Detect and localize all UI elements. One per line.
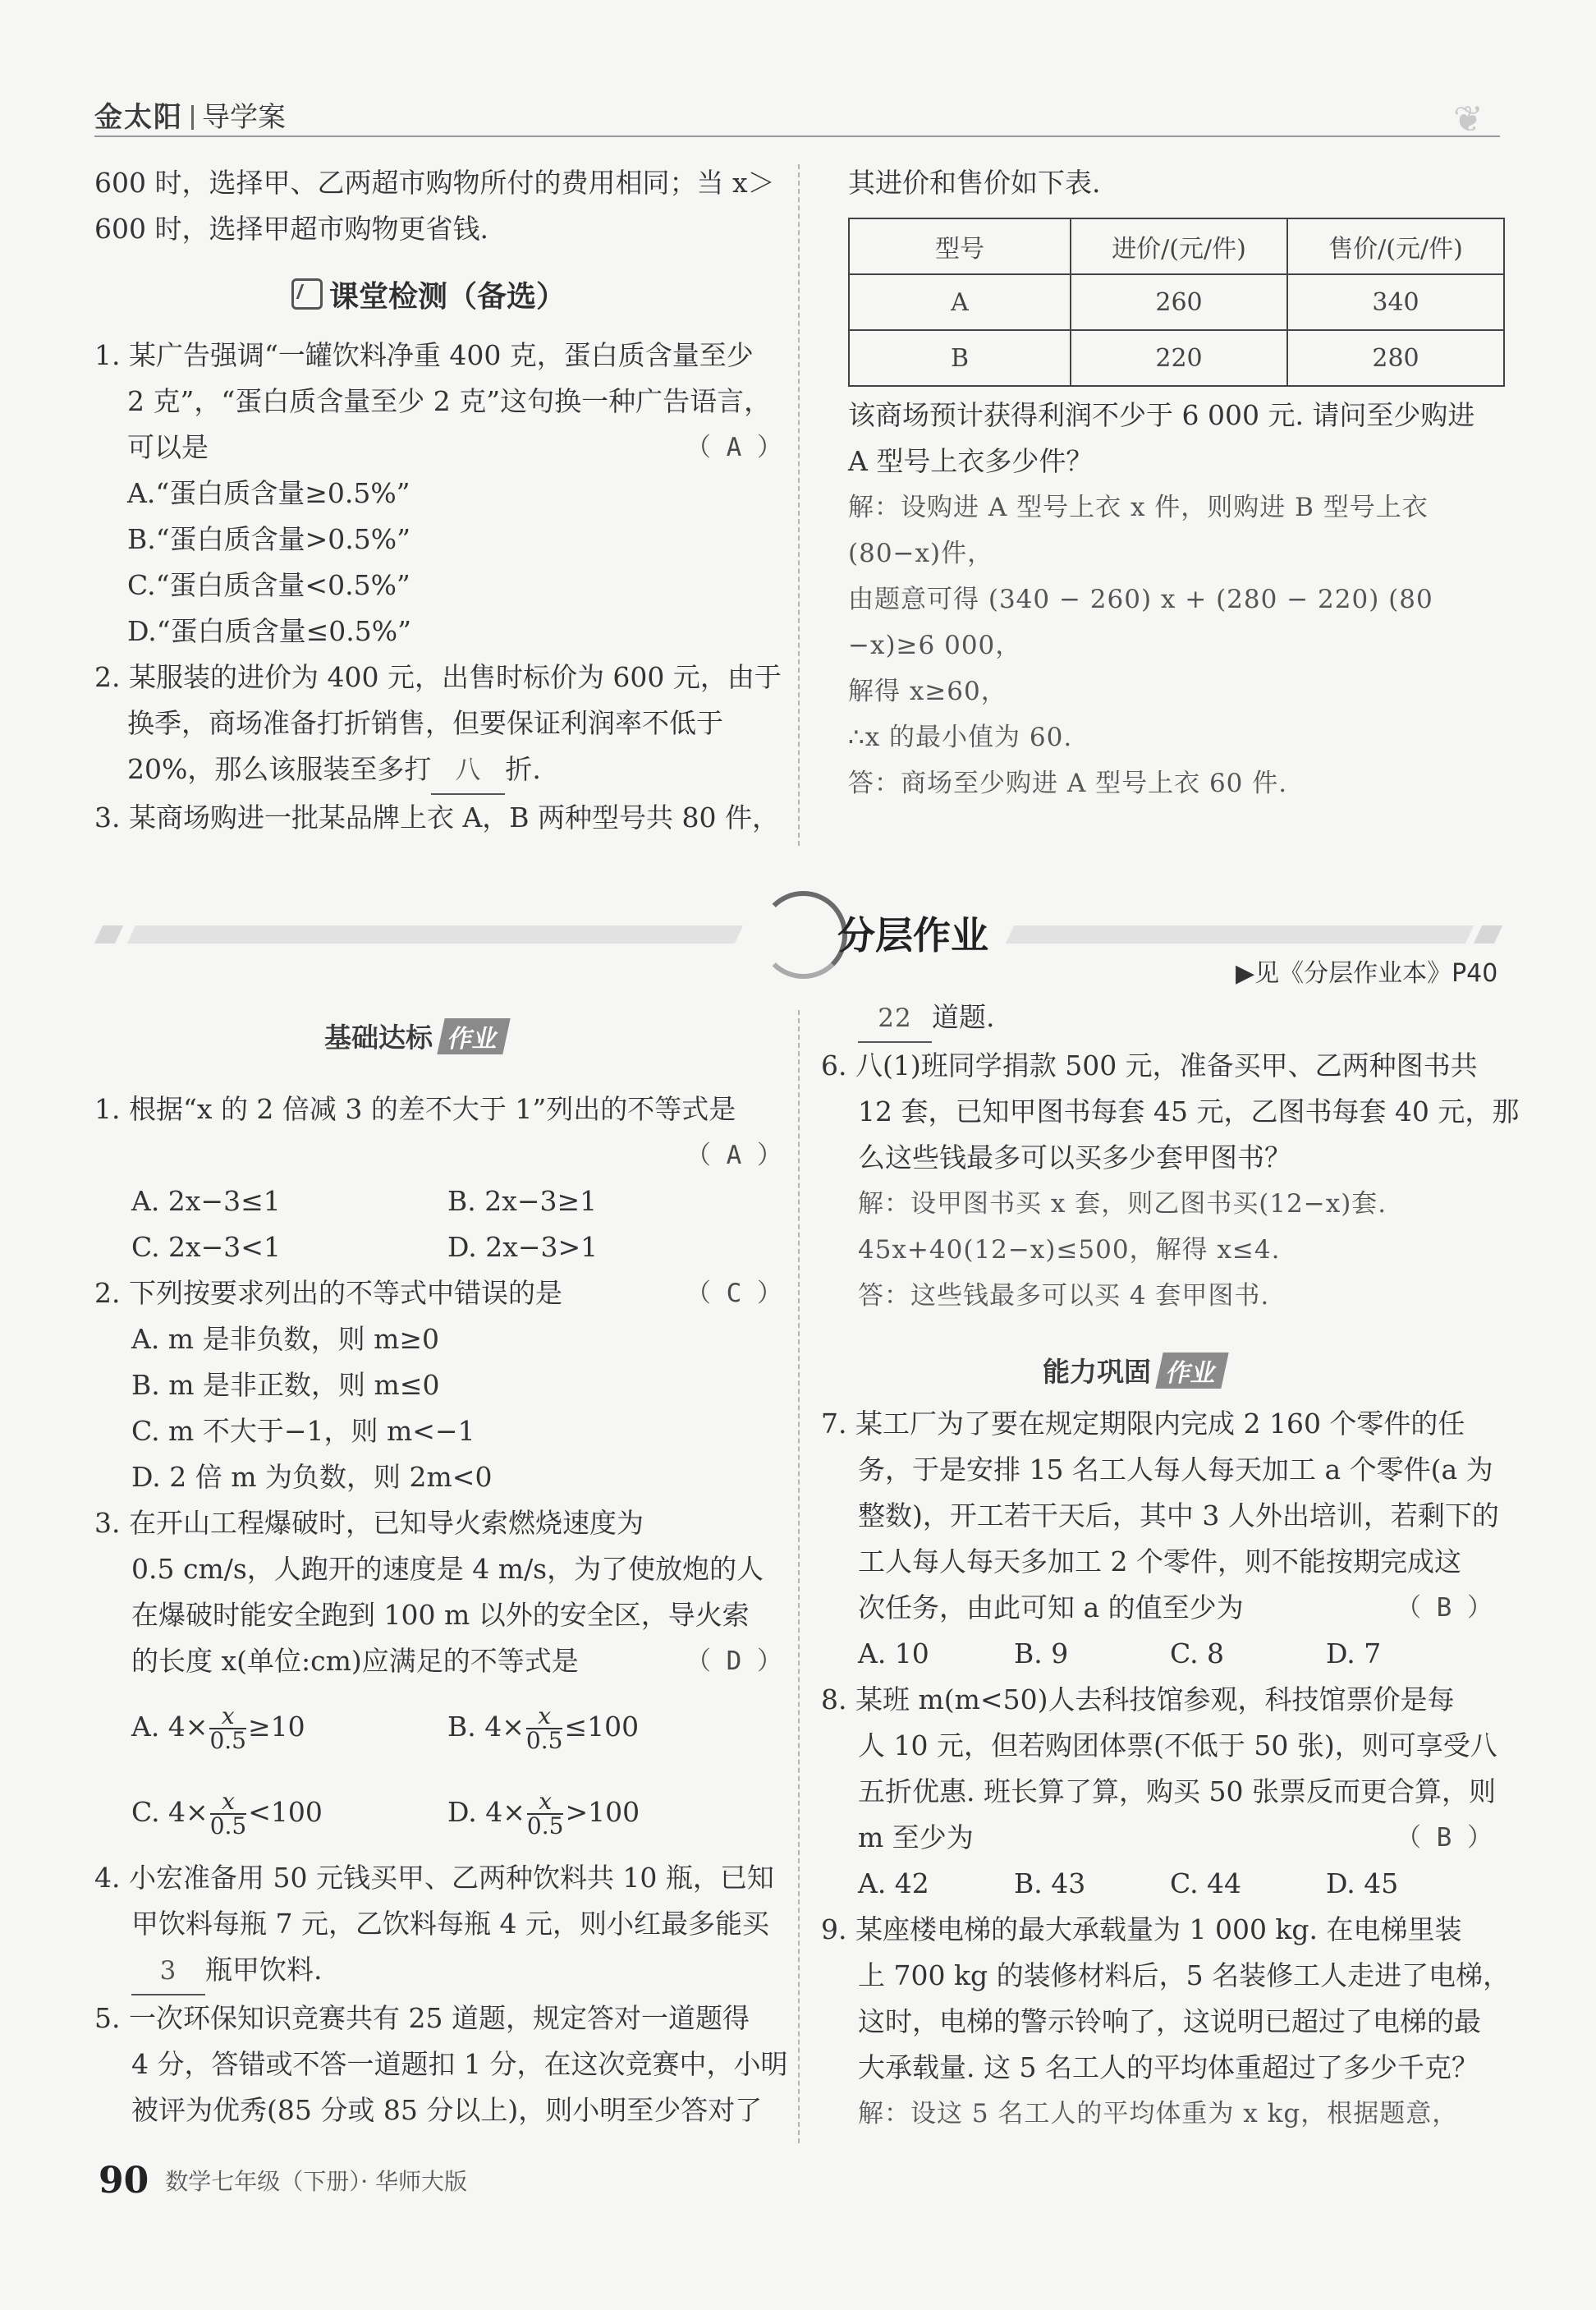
- b-q8-line-1: 8. 某班 m(m<50)人去科技馆参观，科技馆票价是每: [821, 1683, 1455, 1715]
- intro-line-1: 600 时，选择甲、乙两超市购物所付的费用相同；当 x＞: [94, 167, 775, 199]
- q3-line: 3. 某商场购进一批某品牌上衣 A，B 两种型号共 80 件，: [94, 801, 780, 834]
- b-q2-stem: [94, 1270, 784, 1316]
- b-q7-option: C. 8: [1170, 1637, 1225, 1669]
- fraction: [209, 1702, 246, 1754]
- q3-solution-6: ∴x 的最小值为 60.: [848, 723, 1073, 752]
- table-intro: 其进价和售价如下表.: [848, 167, 1101, 199]
- b-q4-blank: 3: [131, 1948, 205, 1995]
- b-q1-answer: （ A ）: [686, 1141, 782, 1170]
- b-q7-line-5: [821, 1585, 1502, 1631]
- q1-option-d: D.“蛋白质含量≤0.5%”: [127, 615, 412, 647]
- fraction-num: x: [527, 1790, 564, 1815]
- b-q9-line-3: 这时，电梯的警示铃响了，这说明已超过了电梯的最: [858, 2005, 1481, 2037]
- b-q2-option: C. m 不大于−1，则 m<−1: [131, 1415, 475, 1447]
- header: [94, 94, 286, 135]
- table-cell: B: [849, 330, 1071, 386]
- header-separator: [191, 105, 194, 130]
- bottom-left-column: [94, 1086, 788, 2133]
- frac-rel: <100: [248, 1796, 323, 1828]
- b-q7-answer: （ B ）: [1396, 1593, 1493, 1623]
- frac-rel: >100: [565, 1796, 640, 1828]
- b-q3-option-c: [131, 1770, 447, 1855]
- tag-advanced-work: 作业: [1155, 1352, 1228, 1389]
- b-q4-line-3: [94, 1947, 784, 1995]
- b-q3-line-2: 0.5 cm/s，人跑开的速度是 4 m/s，为了使放炮的人: [131, 1553, 764, 1585]
- banner-bar: [127, 925, 743, 944]
- b-q8-option: D. 45: [1326, 1867, 1399, 1899]
- b-q7-option: A. 10: [858, 1637, 929, 1669]
- table-row: [849, 274, 1504, 330]
- fraction: [525, 1702, 563, 1754]
- b-q5-blank: 22: [858, 995, 932, 1043]
- q1-option-c: C.“蛋白质含量<0.5%”: [127, 569, 410, 601]
- q3-solution-5: 解得 x≥60，: [848, 677, 1007, 706]
- header-swirl-icon: ❦: [1453, 99, 1484, 140]
- q1-line-3-text: 可以是: [127, 431, 209, 463]
- column-divider-bottom: [798, 1010, 800, 2143]
- b-q1-stem: 1. 根据“x 的 2 倍减 3 的差不大于 1”列出的不等式是: [94, 1093, 736, 1125]
- header-brand: 金太阳: [94, 101, 183, 134]
- q3-question-1: 该商场预计获得利润不少于 6 000 元. 请问至少购进: [848, 399, 1475, 431]
- q2-line-3-pre: 20%，那么该服装至多打: [127, 753, 432, 785]
- b-q8-line-2: 人 10 元，但若购团体票(不低于 50 张)，则可享受八: [858, 1729, 1497, 1761]
- b-q9-solution: 解：设这 5 名工人的平均体重为 x kg，根据题意，: [858, 2099, 1459, 2129]
- fraction: [527, 1790, 564, 1838]
- b-q4-line-2: 甲饮料每瓶 7 元，乙饮料每瓶 4 元，则小红最多能买: [131, 1908, 769, 1940]
- fraction-den: 0.5: [209, 1727, 246, 1754]
- b-q5-line-1: 5. 一次环保知识竞赛共有 25 道题，规定答对一道题得: [94, 2002, 750, 2034]
- fraction-den: 0.5: [525, 1727, 563, 1754]
- b-q6-solution-2: 45x+40(12−x)≤500，解得 x≤4.: [858, 1235, 1281, 1265]
- b-q8-options: [821, 1861, 1502, 1907]
- q3-solution-4: −x)≥6 000，: [848, 631, 1022, 660]
- b-q3-line-1: 3. 在开山工程爆破时，已知导火索燃烧速度为: [94, 1507, 644, 1539]
- b-q8-line-4-text: m 至少为: [858, 1821, 974, 1853]
- table-header-cell: 售价/(元/件): [1287, 218, 1504, 274]
- tag-advanced-label: 能力巩固: [1043, 1356, 1151, 1388]
- top-left-column: [94, 160, 784, 252]
- b-q7-line-3: 整数)，开工若干天后，其中 3 人外出培训，若剩下的: [858, 1499, 1499, 1532]
- page-number: 90: [99, 2160, 149, 2202]
- b-q3-options-1: [94, 1684, 784, 1770]
- banner-bar: [94, 925, 123, 944]
- header-divider: [94, 135, 1500, 137]
- b-q9-line-4: 大承载量. 这 5 名工人的平均体重超过了多少千克？: [858, 2051, 1479, 2083]
- b-q5-line-3: 被评为优秀(85 分或 85 分以上)，则小明至少答对了: [131, 2094, 763, 2126]
- b-q5-tail: [821, 994, 1502, 1043]
- q2-blank: 八: [431, 747, 505, 795]
- b-q6-solution-3: 答：这些钱最多可以买 4 套甲图书.: [858, 1281, 1270, 1311]
- q3-solution-7: 答：商场至少购进 A 型号上衣 60 件.: [848, 769, 1288, 798]
- q1-answer: （ A ）: [686, 433, 782, 462]
- section-title: [291, 273, 566, 315]
- b-q3-option-d: [447, 1788, 640, 1839]
- q2-line-2: 换季，商场准备打折销售，但要保证利润率不低于: [127, 707, 723, 739]
- b-q3-line-4: [94, 1638, 784, 1684]
- tag-basic: [324, 1017, 507, 1055]
- banner-bar: [1474, 925, 1502, 944]
- pencil-icon: [291, 278, 323, 310]
- b-q6-solution-1: 解：设甲图书买 x 套，则乙图书买(12−x)套.: [858, 1189, 1387, 1219]
- b-q6-line-3: 么这些钱最多可以买多少套甲图书？: [858, 1141, 1291, 1173]
- b-q3-line-3: 在爆破时能安全跑到 100 m 以外的安全区，导火索: [131, 1599, 750, 1631]
- header-subtitle: 导学案: [202, 101, 286, 134]
- b-q5-line-2: 4 分，答错或不答一道题扣 1 分，在这次竞赛中，小明: [131, 2048, 788, 2080]
- table-cell: A: [849, 274, 1071, 330]
- table-cell: 220: [1071, 330, 1287, 386]
- b-q8-line-3: 五折优惠. 班长算了算，购买 50 张票反而更合算，则: [858, 1775, 1496, 1807]
- q2-line-3-post: 折.: [505, 753, 541, 785]
- table-header-cell: 型号: [849, 218, 1071, 274]
- fraction-num: x: [209, 1705, 246, 1729]
- frac-label: C. 4×: [131, 1796, 209, 1828]
- banner-bar: [1006, 925, 1474, 944]
- b-q3-line-4-text: 的长度 x(单位:cm)应满足的不等式是: [131, 1645, 579, 1677]
- table-cell: 340: [1287, 274, 1504, 330]
- section-title-text: 课堂检测（备选）: [329, 280, 566, 314]
- b-q8-option: B. 43: [1014, 1867, 1086, 1899]
- table-cell: 260: [1071, 274, 1287, 330]
- b-q3-answer: （ D ）: [686, 1646, 782, 1676]
- q1-option-b: B.“蛋白质含量>0.5%”: [127, 523, 410, 555]
- q2-line-3: [94, 746, 784, 795]
- b-q3-option-a: [131, 1684, 447, 1770]
- banner-circle-icon: [759, 891, 847, 979]
- q3-solution-2: (80−x)件，: [848, 539, 994, 568]
- footer: [99, 2160, 467, 2202]
- banner-title: 分层作业: [837, 913, 988, 958]
- frac-rel: ≤100: [564, 1711, 640, 1743]
- b-q8-option: A. 42: [858, 1867, 929, 1899]
- q1-line-1: 1. 某广告强调“一罐饮料净重 400 克，蛋白质含量至少: [94, 339, 754, 371]
- b-q6-line-1: 6. 八(1)班同学捐款 500 元，准备买甲、乙两种图书共: [821, 1049, 1478, 1082]
- q3-question-2: A 型号上衣多少件？: [848, 445, 1094, 477]
- price-table: [848, 218, 1505, 387]
- footer-text: 数学七年级（下册）· 华师大版: [165, 2168, 468, 2195]
- top-left-questions: [94, 333, 784, 841]
- b-q8-option: C. 44: [1170, 1867, 1242, 1899]
- tag-basic-work: 作业: [437, 1018, 510, 1054]
- top-right-intro: [848, 160, 1505, 206]
- b-q7-line-2: 务，于是安排 15 名工人每人每天加工 a 个零件(a 为: [858, 1454, 1493, 1486]
- table-cell: 280: [1287, 330, 1504, 386]
- b-q7-option: D. 7: [1326, 1637, 1382, 1669]
- b-q9-line-2: 上 700 kg 的装修材料后，5 名装修工人走进了电梯，: [858, 1959, 1511, 1991]
- b-q7-line-5-text: 次任务，由此可知 a 的值至少为: [858, 1591, 1244, 1623]
- b-q1-answer-line: [94, 1132, 784, 1178]
- b-q6-line-2: 12 套，已知甲图书每套 45 元，乙图书每套 40 元，那: [858, 1095, 1520, 1127]
- column-divider-top: [798, 164, 800, 846]
- fraction-den: 0.5: [209, 1812, 247, 1839]
- q1-line-2: 2 克”，“蛋白质含量至少 2 克”这句换一种广告语言，: [127, 385, 772, 417]
- frac-label: A. 4×: [131, 1711, 209, 1743]
- table-header-row: [849, 218, 1504, 274]
- b-q1-option: B. 2x−3≥1: [447, 1185, 598, 1217]
- b-q4-post: 瓶甲饮料.: [205, 1954, 323, 1986]
- fraction: [210, 1790, 247, 1838]
- b-q5-tail-post: 道题.: [932, 1001, 995, 1033]
- b-q2-answer: （ C ）: [686, 1279, 782, 1308]
- b-q8-answer: （ B ）: [1396, 1823, 1493, 1853]
- b-q7-options: [821, 1631, 1502, 1677]
- tag-basic-label: 基础达标: [324, 1022, 433, 1054]
- q2-line-1: 2. 某服装的进价为 400 元，出售时标价为 600 元，由于: [94, 661, 782, 693]
- b-q1-options-2: [94, 1224, 784, 1270]
- b-q1-option: C. 2x−3<1: [131, 1231, 281, 1263]
- intro-line-2: 600 时，选择甲超市购物更省钱.: [94, 213, 488, 245]
- b-q3-options-2: [94, 1770, 784, 1855]
- q1-line-3: [94, 425, 784, 471]
- q3-solution-3: 由题意可得 (340 − 260) x + (280 − 220) (80: [848, 585, 1433, 614]
- b-q2-option: D. 2 倍 m 为负数，则 2m<0: [131, 1461, 493, 1493]
- b-q1-options-1: [94, 1178, 784, 1224]
- workbook-reference: ▶见《分层作业本》P40: [1236, 959, 1498, 988]
- q3-solution-1: 解：设购进 A 型号上衣 x 件，则购进 B 型号上衣: [848, 493, 1429, 522]
- frac-label: D. 4×: [447, 1796, 525, 1828]
- b-q9-line-1: 9. 某座楼电梯的最大承载量为 1 000 kg. 在电梯里装: [821, 1913, 1462, 1945]
- b-q8-line-4: [821, 1815, 1502, 1861]
- b-q2-option: A. m 是非负数，则 m≥0: [131, 1323, 440, 1355]
- b-q7-line-1: 7. 某工厂为了要在规定期限内完成 2 160 个零件的任: [821, 1408, 1465, 1440]
- b-q3-option-b: [447, 1702, 640, 1754]
- b-q2-option: B. m 是非正数，则 m≤0: [131, 1369, 440, 1401]
- b-q4-line-1: 4. 小宏准备用 50 元钱买甲、乙两种饮料共 10 瓶，已知: [94, 1862, 774, 1894]
- fraction-den: 0.5: [526, 1812, 564, 1839]
- fraction-num: x: [526, 1705, 563, 1729]
- b-q1-option: A. 2x−3≤1: [131, 1185, 281, 1217]
- table-row: [849, 330, 1504, 386]
- b-q7-option: B. 9: [1014, 1637, 1069, 1669]
- top-right-body: [848, 393, 1505, 806]
- frac-label: B. 4×: [447, 1711, 525, 1743]
- bottom-right-column: [821, 994, 1520, 2137]
- b-q7-line-4: 工人每人每天多加工 2 个零件，则不能按期完成这: [858, 1545, 1461, 1578]
- spacer: [821, 1319, 1502, 1401]
- fraction-num: x: [210, 1790, 247, 1815]
- b-q2-stem-text: 2. 下列按要求列出的不等式中错误的是: [94, 1277, 562, 1309]
- frac-rel: ≥10: [248, 1711, 305, 1743]
- b-q1-option: D. 2x−3>1: [447, 1231, 598, 1263]
- table-header-cell: 进价/(元/件): [1071, 218, 1287, 274]
- q1-option-a: A.“蛋白质含量≥0.5%”: [127, 477, 410, 509]
